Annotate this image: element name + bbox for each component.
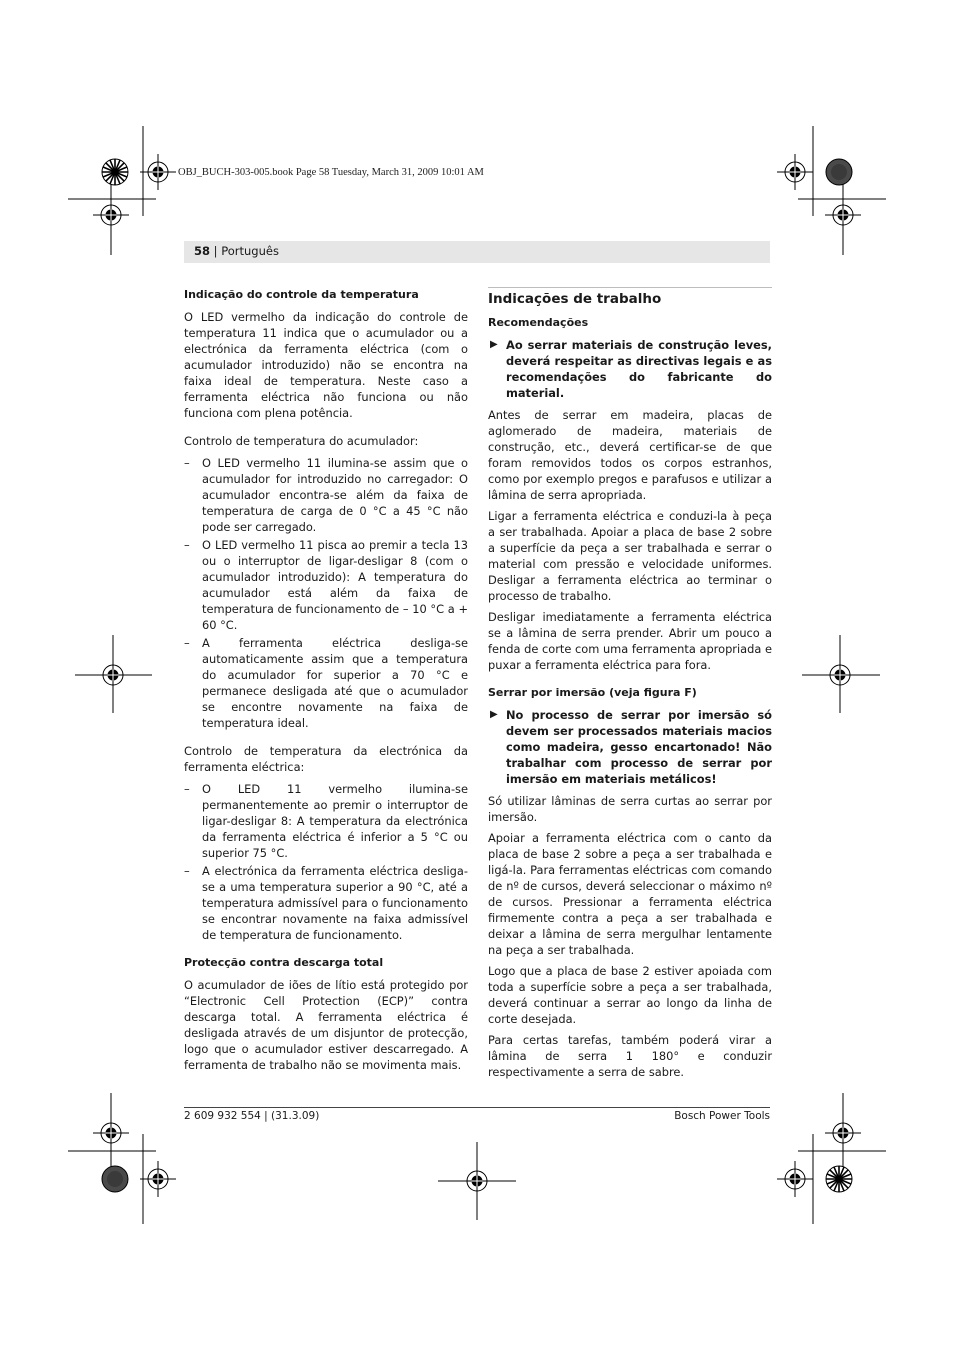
paragraph: Antes de serrar em madeira, placas de aglomerado de madeira, materiais de construção, etc., deverá certificar-se de que foram removidos todos os corpos estranhos, como por exemplo pregos e parafusos e utilizar a lâmina de serra apropriada. — [488, 408, 772, 502]
paragraph: Só utilizar lâminas de serra curtas ao serrar por imersão. — [488, 794, 772, 824]
list-item-text: A electrónica da ferramenta eléctrica desliga-se a uma temperatura superior a 90 °C, até a temperatura admissível para o funcionamento se encontrar novamente na faixa admissível de temperatura de funcionamento. — [202, 864, 468, 942]
warning-text: No processo de serrar por imersão só devem ser processados materiais macios como madeira, gesso encartonado! Não trabalhar com processo de serrar por imersão em materiais metálicos! — [506, 708, 772, 786]
list-item: – O LED vermelho 11 pisca ao premir a tecla 13 ou o interruptor de ligar-desligar 8 (com o acumulador introduzido): A temperatura do acumulador está além da faixa de temperatura de funcionamento de – 10 °C a + 60 °C. — [184, 538, 468, 632]
triangle-bullet-icon: ▶ — [490, 339, 498, 350]
recommend-heading: Recomendações — [488, 316, 589, 329]
footer-brand: Bosch Power Tools — [674, 1110, 770, 1122]
list-item-text: O LED vermelho 11 ilumina-se assim que o acumulador for introduzido no carregador: O acumulador encontra-se além da faixa de temperatura de carga de 0 °C a 45 °C não pode ser carregado. — [202, 456, 468, 534]
footer-doc-number: 2 609 932 554 | (31.3.09) — [184, 1110, 320, 1122]
right-column — [488, 287, 772, 1080]
battery-intro: Controlo de temperatura do acumulador: — [184, 434, 419, 448]
electronics-intro: Controlo de temperatura da electrónica da ferramenta eléctrica: — [184, 744, 468, 774]
warning-text: Ao serrar materiais de construção leves, deverá respeitar as directivas legais e as recomendações do fabricante do material. — [506, 338, 772, 400]
paragraph: Apoiar a ferramenta eléctrica com o canto da placa de base 2 sobre a peça a ser trabalhada e ligá-la. Para ferramentas eléctricas com comando de nº de cursos, deverá seleccionar o máximo nº de cursos. Pressionar a ferramenta eléctrica firmemente contra a peça a ser trabalhada e deixar a lâmina de serra mergulhar lentamente na peça a ser trabalhada. — [488, 831, 772, 957]
temp-paragraph: O LED vermelho da indicação do controle de temperatura 11 indica que o acumulador ou a electrónica da ferramenta eléctrica (com o acumulador introduzido) não se encontra na faixa ideal de temperatura. Neste caso a ferramenta eléctrica não funciona ou não funciona com plena potência. — [184, 310, 468, 420]
plunge-warning — [488, 707, 772, 787]
page-header — [194, 244, 279, 258]
list-item: – A ferramenta eléctrica desliga-se automaticamente assim que a temperatura do acumulador for superior a 70 °C e permanece desligada até que o acumulador se encontre novamente na faixa de temperatura ideal. — [184, 636, 468, 730]
plunge-heading: Serrar por imersão (veja figura F) — [488, 686, 697, 699]
list-item-text: A ferramenta eléctrica desliga-se automaticamente assim que a temperatura do acumulador for superior a 70 °C e permanece desligada até que o acumulador se encontre novamente na faixa de temperatura ideal. — [202, 636, 468, 730]
paragraph: Ligar a ferramenta eléctrica e conduzi-la à peça a ser trabalhada. Apoiar a placa de base 2 sobre a superfície da peça a ser trabalhada e serrar o material com pressão e velocidade uniformes. Desligar a ferramenta eléctrica ao terminar o processo de trabalho. — [488, 509, 772, 603]
page-number: 58 — [194, 244, 211, 258]
print-slug-line: OBJ_BUCH-303-005.book Page 58 Tuesday, March 31, 2009 10:01 AM — [178, 167, 484, 178]
electronics-list — [184, 781, 468, 943]
triangle-bullet-icon: ▶ — [490, 709, 498, 720]
list-item: – O LED vermelho 11 ilumina-se assim que o acumulador for introduzido no carregador: O acumulador encontra-se além da faixa de temperatura de carga de 0 °C a 45 °C não pode ser carregado. — [184, 456, 468, 534]
protection-heading: Protecção contra descarga total — [184, 956, 384, 969]
list-item: – O LED 11 vermelho ilumina-se permanentemente ao premir o interruptor de ligar-desligar 8: A temperatura da electrónica da ferramenta eléctrica é inferior a 5 °C ou superior 75 °C. — [184, 782, 468, 860]
list-item: – A electrónica da ferramenta eléctrica desliga-se a uma temperatura superior a 90 °C, até a temperatura admissível para o funcionamento se encontrar novamente na faixa admissível de temperatura de funcionamento. — [184, 864, 468, 942]
paragraph: Logo que a placa de base 2 estiver apoiada com toda a superfície sobre a peça a ser trabalhada, deverá continuar a serrar ao longo da linha de corte desejada. — [488, 964, 772, 1026]
temp-heading: Indicação do controle da temperatura — [184, 288, 419, 301]
protection-paragraph: O acumulador de iões de lítio está protegido por “Electronic Cell Protection (ECP)” contra descarga total. A ferramenta eléctrica é desligada através de um disjuntor de protecção, logo que o acumulador estiver descarregado. A ferramenta de trabalho não se movimenta mais. — [184, 978, 468, 1072]
list-item-text: O LED 11 vermelho ilumina-se permanentemente ao premir o interruptor de ligar-desligar 8: A temperatura da electrónica da ferramenta eléctrica é inferior a 5 °C ou superior 75 °C. — [202, 782, 468, 860]
section-heading: Indicações de trabalho — [488, 287, 772, 307]
footer-rule — [184, 1107, 770, 1108]
recommend-warning — [488, 337, 772, 401]
paragraph: Para certas tarefas, também poderá virar a lâmina de serra 1 180° e conduzir respectivamente a serra de sabre. — [488, 1033, 772, 1079]
battery-list — [184, 455, 468, 731]
left-column — [184, 287, 468, 1073]
header-language: Português — [221, 244, 279, 258]
header-separator: | — [210, 244, 222, 258]
list-item-text: O LED vermelho 11 pisca ao premir a tecla 13 ou o interruptor de ligar-desligar 8 (com o acumulador introduzido): A temperatura do acumulador está além da faixa de temperatura de funcionamento de – 10 °C a + 60 °C. — [202, 538, 468, 632]
paragraph: Desligar imediatamente a ferramenta eléctrica se a lâmina de serra prender. Abrir um pouco a fenda de corte com uma ferramenta apropriada e puxar a ferramenta eléctrica para fora. — [488, 610, 772, 672]
